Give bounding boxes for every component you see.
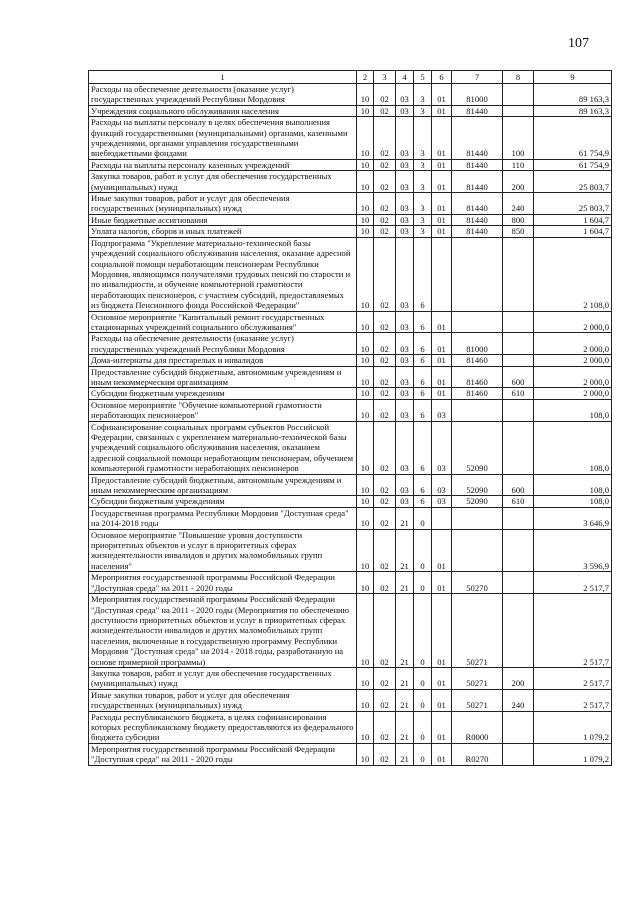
subprogram-code: 3 bbox=[414, 105, 432, 116]
subprogram-code: 6 bbox=[414, 496, 432, 507]
expense-type-code bbox=[503, 572, 534, 594]
table-row bbox=[89, 496, 612, 507]
section-code: 10 bbox=[357, 496, 374, 507]
program-code: 21 bbox=[396, 667, 414, 689]
program-code: 03 bbox=[396, 333, 414, 355]
table-row bbox=[89, 171, 612, 193]
program-code: 21 bbox=[396, 507, 414, 529]
subprogram-code: 0 bbox=[414, 667, 432, 689]
table-row bbox=[89, 421, 612, 474]
program-code: 21 bbox=[396, 689, 414, 711]
expense-type-code bbox=[503, 594, 534, 668]
expense-type-code bbox=[503, 333, 534, 355]
row-name: Государственная программа Республики Мордовия "Доступная среда" на 2014-2018 годы bbox=[89, 507, 357, 529]
expense-type-code bbox=[503, 711, 534, 743]
subsection-code: 02 bbox=[374, 594, 396, 668]
row-name: Основное мероприятие "Обучение компьютерной грамотности неработающих пенсионеров" bbox=[89, 399, 357, 421]
row-name: Основное мероприятие "Повышение уровня доступности приоритетных объектов и услуг в приоритетных сферах жизнедеятельности инвалидов и других маломобильных групп населения" bbox=[89, 529, 357, 572]
row-name: Расходы на обеспечение деятельности (оказание услуг) государственных учреждений Республики Мордовия bbox=[89, 333, 357, 355]
row-name: Мероприятия государственной программы Российской Федерации "Доступная среда" на 2011 - 2020 годы (Мероприятия по обеспечению доступности приоритетных объектов и услуг в приоритетных сферах жизнедеятельности инвалидов и других маломобильных групп населения, включенные в государственную программу Республики Мордовия "Доступная среда" на 2014 - 2018 годы, разработанную на основе примерной программы) bbox=[89, 594, 357, 668]
expense-direction-code: 81440 bbox=[452, 214, 503, 225]
activity-code: 01 bbox=[432, 226, 452, 237]
expense-type-code bbox=[503, 105, 534, 116]
expense-type-code: 110 bbox=[503, 159, 534, 170]
activity-code: 01 bbox=[432, 159, 452, 170]
program-code: 03 bbox=[396, 214, 414, 225]
table-row bbox=[89, 711, 612, 743]
subprogram-code: 3 bbox=[414, 171, 432, 193]
amount-value: 2 517,7 bbox=[534, 667, 612, 689]
row-name: Уплата налогов, сборов и иных платежей bbox=[89, 226, 357, 237]
subsection-code: 02 bbox=[374, 84, 396, 106]
activity-code: 01 bbox=[432, 366, 452, 388]
subprogram-code: 0 bbox=[414, 594, 432, 668]
expense-direction-code bbox=[452, 311, 503, 333]
expense-direction-code: 81000 bbox=[452, 333, 503, 355]
activity-code: 01 bbox=[432, 117, 452, 160]
expense-type-code bbox=[503, 529, 534, 572]
section-code: 10 bbox=[357, 171, 374, 193]
subprogram-code: 0 bbox=[414, 572, 432, 594]
expense-type-code: 610 bbox=[503, 496, 534, 507]
table-row bbox=[89, 84, 612, 106]
expense-type-code: 200 bbox=[503, 667, 534, 689]
table-row bbox=[89, 399, 612, 421]
subprogram-code: 0 bbox=[414, 507, 432, 529]
section-code: 10 bbox=[357, 84, 374, 106]
subprogram-code: 3 bbox=[414, 159, 432, 170]
amount-value: 108,0 bbox=[534, 399, 612, 421]
program-code: 03 bbox=[396, 474, 414, 496]
section-code: 10 bbox=[357, 193, 374, 215]
expense-type-code: 600 bbox=[503, 474, 534, 496]
section-code: 10 bbox=[357, 333, 374, 355]
subsection-code: 02 bbox=[374, 193, 396, 215]
subprogram-code: 6 bbox=[414, 421, 432, 474]
program-code: 21 bbox=[396, 529, 414, 572]
program-code: 03 bbox=[396, 105, 414, 116]
section-code: 10 bbox=[357, 594, 374, 668]
column-header: 3 bbox=[374, 71, 396, 84]
subsection-code: 02 bbox=[374, 421, 396, 474]
table-row bbox=[89, 193, 612, 215]
expense-direction-code bbox=[452, 237, 503, 311]
activity-code: 01 bbox=[432, 689, 452, 711]
amount-value: 108,0 bbox=[534, 496, 612, 507]
section-code: 10 bbox=[357, 159, 374, 170]
column-header: 2 bbox=[357, 71, 374, 84]
row-name: Иные закупки товаров, работ и услуг для обеспечения государственных (муниципальных) нужд bbox=[89, 193, 357, 215]
subprogram-code: 3 bbox=[414, 214, 432, 225]
column-header: 1 bbox=[89, 71, 357, 84]
expense-type-code bbox=[503, 84, 534, 106]
amount-value: 3 646,9 bbox=[534, 507, 612, 529]
subprogram-code: 0 bbox=[414, 529, 432, 572]
expense-direction-code: 50271 bbox=[452, 594, 503, 668]
table-row bbox=[89, 311, 612, 333]
table-row bbox=[89, 105, 612, 116]
subprogram-code: 0 bbox=[414, 711, 432, 743]
section-code: 10 bbox=[357, 311, 374, 333]
section-code: 10 bbox=[357, 366, 374, 388]
expense-type-code bbox=[503, 311, 534, 333]
expense-type-code: 610 bbox=[503, 388, 534, 399]
row-name: Предоставление субсидий бюджетным, автономным учреждениям и иным некоммерческим организациям bbox=[89, 474, 357, 496]
section-code: 10 bbox=[357, 214, 374, 225]
expense-direction-code: 81460 bbox=[452, 355, 503, 366]
expense-type-code bbox=[503, 743, 534, 765]
program-code: 03 bbox=[396, 193, 414, 215]
expense-type-code: 200 bbox=[503, 171, 534, 193]
section-code: 10 bbox=[357, 529, 374, 572]
activity-code: 01 bbox=[432, 214, 452, 225]
section-code: 10 bbox=[357, 117, 374, 160]
subprogram-code: 0 bbox=[414, 689, 432, 711]
program-code: 03 bbox=[396, 171, 414, 193]
row-name: Иные бюджетные ассигнования bbox=[89, 214, 357, 225]
subprogram-code: 6 bbox=[414, 333, 432, 355]
expense-type-code: 850 bbox=[503, 226, 534, 237]
column-header: 4 bbox=[396, 71, 414, 84]
activity-code: 01 bbox=[432, 572, 452, 594]
amount-value: 2 517,7 bbox=[534, 572, 612, 594]
expense-direction-code: R0000 bbox=[452, 711, 503, 743]
amount-value: 1 604,7 bbox=[534, 214, 612, 225]
table-row bbox=[89, 214, 612, 225]
table-row bbox=[89, 572, 612, 594]
activity-code: 01 bbox=[432, 388, 452, 399]
expense-type-code bbox=[503, 399, 534, 421]
section-code: 10 bbox=[357, 237, 374, 311]
section-code: 10 bbox=[357, 399, 374, 421]
amount-value: 2 000,0 bbox=[534, 333, 612, 355]
program-code: 03 bbox=[396, 84, 414, 106]
row-name: Субсидии бюджетным учреждениям bbox=[89, 388, 357, 399]
amount-value: 25 803,7 bbox=[534, 171, 612, 193]
expense-direction-code bbox=[452, 507, 503, 529]
table-row bbox=[89, 594, 612, 668]
activity-code: 01 bbox=[432, 333, 452, 355]
subprogram-code: 6 bbox=[414, 399, 432, 421]
subprogram-code: 3 bbox=[414, 193, 432, 215]
column-header: 6 bbox=[432, 71, 452, 84]
table-row bbox=[89, 355, 612, 366]
activity-code: 01 bbox=[432, 711, 452, 743]
row-name: Мероприятия государственной программы Российской Федерации "Доступная среда" на 2011 - 2020 годы bbox=[89, 743, 357, 765]
subprogram-code: 0 bbox=[414, 743, 432, 765]
expense-direction-code: 81440 bbox=[452, 117, 503, 160]
subsection-code: 02 bbox=[374, 743, 396, 765]
table-header-row bbox=[89, 71, 612, 84]
row-name: Иные закупки товаров, работ и услуг для обеспечения государственных (муниципальных) нужд bbox=[89, 689, 357, 711]
program-code: 21 bbox=[396, 572, 414, 594]
subsection-code: 02 bbox=[374, 388, 396, 399]
activity-code bbox=[432, 507, 452, 529]
row-name: Основное мероприятие "Капитальный ремонт государственных стационарных учреждений социального обслуживания" bbox=[89, 311, 357, 333]
subprogram-code: 6 bbox=[414, 237, 432, 311]
activity-code: 01 bbox=[432, 171, 452, 193]
amount-value: 2 108,0 bbox=[534, 237, 612, 311]
section-code: 10 bbox=[357, 226, 374, 237]
subsection-code: 02 bbox=[374, 366, 396, 388]
expense-type-code bbox=[503, 421, 534, 474]
amount-value: 61 754,9 bbox=[534, 159, 612, 170]
expense-direction-code: 50271 bbox=[452, 667, 503, 689]
table-body bbox=[89, 84, 612, 766]
section-code: 10 bbox=[357, 105, 374, 116]
expense-direction-code: 81000 bbox=[452, 84, 503, 106]
program-code: 21 bbox=[396, 743, 414, 765]
amount-value: 2 517,7 bbox=[534, 689, 612, 711]
subsection-code: 02 bbox=[374, 355, 396, 366]
subsection-code: 02 bbox=[374, 333, 396, 355]
expense-direction-code: 81440 bbox=[452, 171, 503, 193]
expense-type-code: 100 bbox=[503, 117, 534, 160]
column-header: 9 bbox=[534, 71, 612, 84]
table-row bbox=[89, 366, 612, 388]
expense-direction-code bbox=[452, 529, 503, 572]
subsection-code: 02 bbox=[374, 667, 396, 689]
section-code: 10 bbox=[357, 355, 374, 366]
program-code: 21 bbox=[396, 594, 414, 668]
activity-code: 01 bbox=[432, 311, 452, 333]
subsection-code: 02 bbox=[374, 711, 396, 743]
expense-direction-code: 81440 bbox=[452, 159, 503, 170]
expense-direction-code: 81460 bbox=[452, 388, 503, 399]
expense-type-code: 600 bbox=[503, 366, 534, 388]
subsection-code: 02 bbox=[374, 171, 396, 193]
table-row bbox=[89, 226, 612, 237]
section-code: 10 bbox=[357, 743, 374, 765]
section-code: 10 bbox=[357, 474, 374, 496]
activity-code: 01 bbox=[432, 84, 452, 106]
program-code: 03 bbox=[396, 496, 414, 507]
amount-value: 61 754,9 bbox=[534, 117, 612, 160]
row-name: Закупка товаров, работ и услуг для обеспечения государственных (муниципальных) нужд bbox=[89, 171, 357, 193]
row-name: Субсидии бюджетным учреждениям bbox=[89, 496, 357, 507]
program-code: 21 bbox=[396, 711, 414, 743]
subsection-code: 02 bbox=[374, 689, 396, 711]
table-row bbox=[89, 507, 612, 529]
amount-value: 2 000,0 bbox=[534, 388, 612, 399]
amount-value: 89 163,3 bbox=[534, 84, 612, 106]
subsection-code: 02 bbox=[374, 529, 396, 572]
expense-type-code bbox=[503, 355, 534, 366]
row-name: Подпрограмма "Укрепление материально-технической базы учреждений социального обслуживания населения, оказание адресной социальной помощи неработающим пенсионерам Республики Мордовия, являющимся получателями трудовых пенсий по старости и по инвалидности, и обучение компьютерной грамотности неработающих пенсионеров, с участием субсидий, предоставляемых из бюджета Пенсионного фонда Российской Федерации" bbox=[89, 237, 357, 311]
subprogram-code: 3 bbox=[414, 117, 432, 160]
expense-direction-code: R0270 bbox=[452, 743, 503, 765]
budget-table bbox=[88, 70, 612, 766]
row-name: Дома-интернаты для престарелых и инвалидов bbox=[89, 355, 357, 366]
activity-code: 03 bbox=[432, 496, 452, 507]
row-name: Расходы на обеспечение деятельности (оказание услуг) государственных учреждений Республики Мордовия bbox=[89, 84, 357, 106]
expense-direction-code: 52090 bbox=[452, 474, 503, 496]
section-code: 10 bbox=[357, 388, 374, 399]
amount-value: 2 517,7 bbox=[534, 594, 612, 668]
row-name: Расходы на выплаты персоналу в целях обеспечения выполнения функций государственными (муниципальными) органами, казенными учреждениями, органами управления государственными внебюджетными фондами bbox=[89, 117, 357, 160]
row-name: Предоставление субсидий бюджетным, автономным учреждениям и иным некоммерческим организациям bbox=[89, 366, 357, 388]
amount-value: 1 079,2 bbox=[534, 711, 612, 743]
program-code: 03 bbox=[396, 237, 414, 311]
subsection-code: 02 bbox=[374, 399, 396, 421]
program-code: 03 bbox=[396, 366, 414, 388]
expense-type-code bbox=[503, 507, 534, 529]
subsection-code: 02 bbox=[374, 237, 396, 311]
subsection-code: 02 bbox=[374, 507, 396, 529]
amount-value: 108,0 bbox=[534, 421, 612, 474]
expense-type-code bbox=[503, 237, 534, 311]
amount-value: 1 079,2 bbox=[534, 743, 612, 765]
section-code: 10 bbox=[357, 507, 374, 529]
amount-value: 2 000,0 bbox=[534, 311, 612, 333]
table-row bbox=[89, 388, 612, 399]
subsection-code: 02 bbox=[374, 105, 396, 116]
row-name: Софинансирование социальных программ субъектов Российской Федерации, связанных с укреплением материально-технической базы учреждений социального обслуживания населения, оказанием адресной социальной помощи неработающим пенсионерам, обучением компьютерной грамотности неработающих пенсионеров bbox=[89, 421, 357, 474]
subprogram-code: 6 bbox=[414, 388, 432, 399]
expense-type-code: 240 bbox=[503, 193, 534, 215]
amount-value: 25 803,7 bbox=[534, 193, 612, 215]
subsection-code: 02 bbox=[374, 159, 396, 170]
row-name: Мероприятия государственной программы Российской Федерации "Доступная среда" на 2011 - 2020 годы bbox=[89, 572, 357, 594]
section-code: 10 bbox=[357, 689, 374, 711]
subsection-code: 02 bbox=[374, 572, 396, 594]
subprogram-code: 6 bbox=[414, 474, 432, 496]
section-code: 10 bbox=[357, 711, 374, 743]
table-row bbox=[89, 743, 612, 765]
table-row bbox=[89, 159, 612, 170]
expense-type-code: 800 bbox=[503, 214, 534, 225]
table-row bbox=[89, 474, 612, 496]
activity-code: 03 bbox=[432, 399, 452, 421]
subsection-code: 02 bbox=[374, 226, 396, 237]
subprogram-code: 6 bbox=[414, 366, 432, 388]
subprogram-code: 6 bbox=[414, 311, 432, 333]
table-row bbox=[89, 333, 612, 355]
subsection-code: 02 bbox=[374, 311, 396, 333]
table-row bbox=[89, 667, 612, 689]
amount-value: 89 163,3 bbox=[534, 105, 612, 116]
program-code: 03 bbox=[396, 355, 414, 366]
expense-direction-code bbox=[452, 399, 503, 421]
activity-code: 01 bbox=[432, 193, 452, 215]
row-name: Закупка товаров, работ и услуг для обеспечения государственных (муниципальных) нужд bbox=[89, 667, 357, 689]
column-header: 5 bbox=[414, 71, 432, 84]
program-code: 03 bbox=[396, 388, 414, 399]
section-code: 10 bbox=[357, 421, 374, 474]
program-code: 03 bbox=[396, 399, 414, 421]
activity-code bbox=[432, 237, 452, 311]
expense-direction-code: 52090 bbox=[452, 421, 503, 474]
table-row bbox=[89, 237, 612, 311]
program-code: 03 bbox=[396, 117, 414, 160]
subsection-code: 02 bbox=[374, 474, 396, 496]
subprogram-code: 3 bbox=[414, 84, 432, 106]
program-code: 03 bbox=[396, 421, 414, 474]
activity-code: 01 bbox=[432, 355, 452, 366]
table-row bbox=[89, 689, 612, 711]
activity-code: 01 bbox=[432, 743, 452, 765]
program-code: 03 bbox=[396, 159, 414, 170]
amount-value: 2 000,0 bbox=[534, 366, 612, 388]
subsection-code: 02 bbox=[374, 496, 396, 507]
program-code: 03 bbox=[396, 226, 414, 237]
subsection-code: 02 bbox=[374, 117, 396, 160]
subsection-code: 02 bbox=[374, 214, 396, 225]
subprogram-code: 6 bbox=[414, 355, 432, 366]
activity-code: 01 bbox=[432, 529, 452, 572]
row-name: Расходы на выплаты персоналу казенных учреждений bbox=[89, 159, 357, 170]
activity-code: 01 bbox=[432, 105, 452, 116]
expense-direction-code: 50270 bbox=[452, 572, 503, 594]
amount-value: 2 000,0 bbox=[534, 355, 612, 366]
section-code: 10 bbox=[357, 572, 374, 594]
activity-code: 03 bbox=[432, 474, 452, 496]
row-name: Учреждения социального обслуживания населения bbox=[89, 105, 357, 116]
expense-direction-code: 81440 bbox=[452, 105, 503, 116]
amount-value: 108,0 bbox=[534, 474, 612, 496]
subprogram-code: 3 bbox=[414, 226, 432, 237]
table-row bbox=[89, 117, 612, 160]
section-code: 10 bbox=[357, 667, 374, 689]
page-number: 107 bbox=[568, 36, 589, 51]
column-header: 8 bbox=[503, 71, 534, 84]
column-header: 7 bbox=[452, 71, 503, 84]
program-code: 03 bbox=[396, 311, 414, 333]
activity-code: 01 bbox=[432, 667, 452, 689]
activity-code: 01 bbox=[432, 594, 452, 668]
expense-direction-code: 81440 bbox=[452, 193, 503, 215]
table-row bbox=[89, 529, 612, 572]
expense-direction-code: 52090 bbox=[452, 496, 503, 507]
row-name: Расходы республиканского бюджета, в целях софинансирования которых республиканскому бюджету предоставляются из федерального бюджета субсидии bbox=[89, 711, 357, 743]
activity-code: 03 bbox=[432, 421, 452, 474]
expense-direction-code: 81440 bbox=[452, 226, 503, 237]
expense-type-code: 240 bbox=[503, 689, 534, 711]
amount-value: 1 604,7 bbox=[534, 226, 612, 237]
expense-direction-code: 81460 bbox=[452, 366, 503, 388]
expense-direction-code: 50271 bbox=[452, 689, 503, 711]
amount-value: 3 596,9 bbox=[534, 529, 612, 572]
